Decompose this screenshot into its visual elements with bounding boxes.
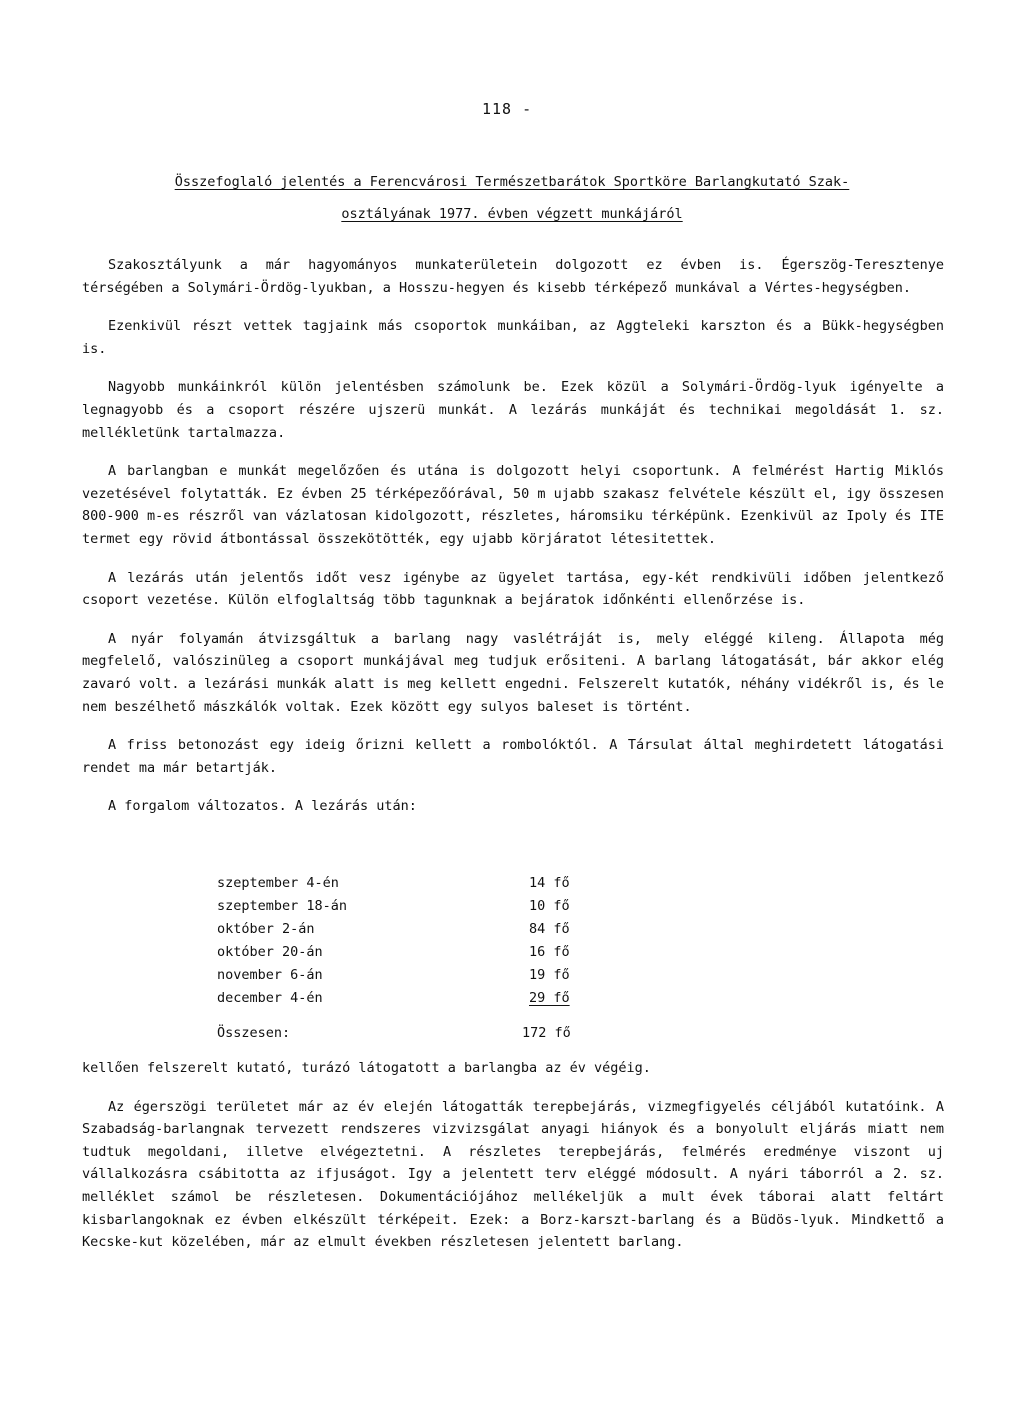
paragraph-egerszog: Az égerszögi területet már az év elején látogatták terepbejárás, vizmegfigyelés céljából kutatóink. A Szabadság-barlangnak tervezett rendszeres vizvizsgálat anyagi hiányok és a bonyolult eljárás miatt nem tudtuk megoldani, illetve elvégeztetni. A részletes terepbejárás, felmérés eredménye viszont uj vállalkozásra csábitotta az ifjuságot. Igy a jelentett terv eléggé módosult. A nyári táborról a 2. sz. melléklet számol be részletesen. Dokumentációjához mellékeljük a mult évek táborai alatt feltárt kisbarlangoknak ez évben elkészült térképeit. Ezek: a Borz-karszt-barlang és a Büdös-lyuk. Mindkettő a Kecske-kut közelében, már az elmult években részletesen jelentett barlang. xyxy=(82,1098,944,1251)
visitor-count: 14 fő xyxy=(529,875,570,891)
body-text-bottom xyxy=(82,1057,944,1270)
report-title xyxy=(92,166,932,230)
visitor-row xyxy=(217,918,617,941)
paragraph-work-areas: Szakosztályunk a már hagyományos munkaterületein dolgozott ez évben is. Égerszög-Teresztenye térségében a Solymári-Ördög-lyukban, a Hosszu-hegyen és kisebb térképező munkával a Vértes-hegységben. xyxy=(82,257,944,296)
page-number: 118 - xyxy=(482,100,533,118)
visitor-row xyxy=(217,872,617,895)
visitor-total xyxy=(217,1025,617,1048)
paragraph-ladder: A nyár folyamán átvizsgáltuk a barlang nagy vaslétráját is, mely eléggé kileng. Állapota még megfelelő, valószinüleg a csoport munkájával meg tudjuk erősiteni. A barlang látogatását, bár akkor elég zavaró volt. a lezárási munkák alatt is meg kellett engedni. Felszerelt kutatók, néhány vidékről is, és le nem beszélhető mászkálók voltak. Ezek között egy sulyos baleset is történt. xyxy=(82,630,944,715)
visitor-row xyxy=(217,987,617,1010)
paragraph-other-groups: Ezenkivül részt vettek tagjaink más csoportok munkáiban, az Aggteleki karszton és a Bükk-hegységben is. xyxy=(82,318,944,357)
visitor-count: 84 fő xyxy=(529,921,570,937)
total-value: 172 fő xyxy=(522,1025,571,1041)
title-line-2: osztályának 1977. évben végzett munkájáról xyxy=(341,206,683,222)
visitor-table xyxy=(217,872,617,1010)
visitor-date: október 20-án xyxy=(217,944,323,960)
visitor-date: október 2-án xyxy=(217,921,315,937)
visitor-date: szeptember 18-án xyxy=(217,898,348,914)
paragraph-traffic-intro: A forgalom változatos. A lezárás után: xyxy=(108,798,417,815)
visitor-count: 29 fő xyxy=(529,990,570,1006)
paragraph-survey: A barlangban e munkát megelőzően és utána is dolgozott helyi csoportunk. A felmérést Hartig Miklós vezetésével folytatták. Ez évben 25 térképezőórával, 50 m ujabb szakasz felvétele készült el, igy összesen 800-900 m-es részről van vázlatosan kidolgozott, részletes, háromsiku térképünk. Ezenkivül az Ipoly és ITE termet egy rövid átbontással összekötötték, egy ujabb körjáratot létesitettek. xyxy=(82,463,944,547)
total-label: Összesen: xyxy=(217,1025,291,1041)
visitor-count: 10 fő xyxy=(529,898,570,914)
paragraph-duty: A lezárás után jelentős időt vesz igénybe az ügyelet tartása, egy-két rendkivüli időben jelentkező csoport vezetése. Külön elfoglaltság több tagunknak a bejáratok időnkénti ellenőrzése is. xyxy=(82,569,944,609)
paragraph-concrete: A friss betonozást egy ideig őrizni kellett a rombolóktól. A Társulat által meghirdetett látogatási rendet ma már betartják. xyxy=(82,737,944,776)
paragraph-visitors-summary: kellően felszerelt kutató, turázó látogatott a barlangba az év végéig. xyxy=(82,1060,651,1076)
visitor-date: november 6-án xyxy=(217,967,323,983)
visitor-row xyxy=(217,895,617,918)
visitor-row xyxy=(217,964,617,987)
visitor-count: 16 fő xyxy=(529,944,570,960)
body-text-top xyxy=(82,254,944,834)
visitor-date: december 4-én xyxy=(217,990,323,1006)
paragraph-major-works: Nagyobb munkáinkról külön jelentésben számolunk be. Ezek közül a Solymári-Ördög-lyuk igényelte a legnagyobb és a csoport részére ujszerü munkát. A lezárás munkáját és technikai megoldását 1. sz. mellékletünk tartalmazza. xyxy=(82,379,944,441)
visitor-row xyxy=(217,941,617,964)
visitor-date: szeptember 4-én xyxy=(217,875,339,891)
visitor-count: 19 fő xyxy=(529,967,570,983)
title-line-1: Összefoglaló jelentés a Ferencvárosi Természetbarátok Sportköre Barlangkutató Szak- xyxy=(174,174,850,190)
